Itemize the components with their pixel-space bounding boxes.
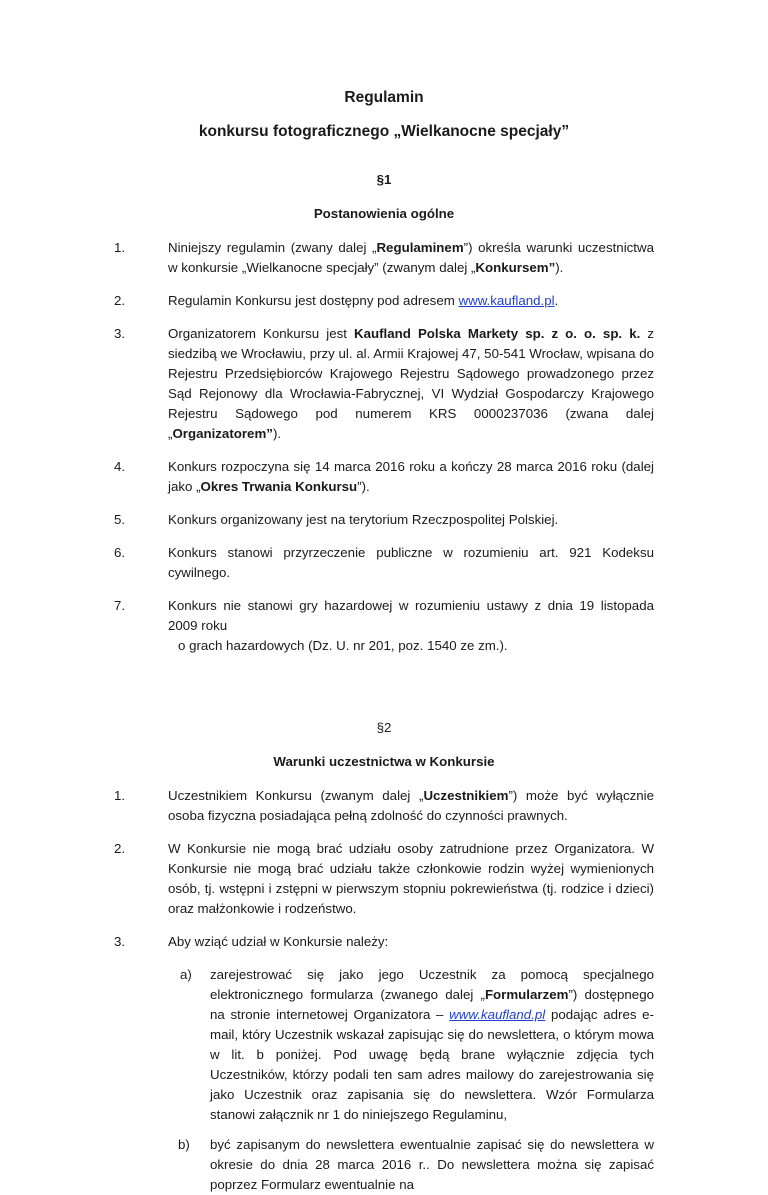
text-segment: . <box>554 293 559 308</box>
text-segment: Konkursem” <box>475 260 556 275</box>
item-text <box>168 932 654 952</box>
list-item <box>114 291 654 311</box>
text-segment: Kaufland Polska Markety sp. z o. o. sp. k. <box>354 326 641 341</box>
item-number: 3. <box>114 934 126 949</box>
text-segment: Konkurs organizowany jest na terytorium Rzeczpospolitej Polskiej. <box>168 512 559 527</box>
section-heading: Warunki uczestnictwa w Konkursie <box>273 754 495 769</box>
text-segment: ). <box>555 260 564 275</box>
list-item <box>114 324 654 444</box>
list-item <box>114 543 654 583</box>
text-segment: Okres Trwania Konkursu <box>200 479 358 494</box>
item-text <box>168 510 654 530</box>
item-number: 1. <box>114 240 126 255</box>
text-segment: Organizatorem” <box>172 426 273 441</box>
text-segment: ). <box>272 426 282 441</box>
sub-list-item <box>168 1135 654 1195</box>
section-heading: Postanowienia ogólne <box>313 206 455 221</box>
item-text <box>168 839 654 919</box>
item-text <box>168 238 654 278</box>
text-segment: ”) dostępnego na stronie internetowej Organizatora – <box>210 987 654 1022</box>
text-segment: zarejestrować się jako jego Uczestnik za pomocą specjalnego elektronicznego formularza (zwanego dalej „ <box>210 967 654 1002</box>
text-segment: Regulamin Konkursu jest dostępny pod adresem <box>168 293 459 308</box>
text-segment: ”) może być wyłącznie osoba fizyczna posiadająca pełną zdolność do czynności prawnych. <box>168 788 654 823</box>
text-segment: ”) określa warunki uczestnictwa w konkursie „Wielkanocne specjały” (zwanym dalej „ <box>168 240 654 275</box>
text-segment: Aby wziąć udział w Konkursie należy: <box>168 934 389 949</box>
sub-item-label: b) <box>178 1137 190 1152</box>
item-text <box>168 457 654 497</box>
text-segment: Uczestnikiem Konkursu (zwanym dalej „ <box>168 788 424 803</box>
item-number: 7. <box>114 598 126 613</box>
text-segment: Formularzem <box>484 987 569 1002</box>
text-segment: Organizatorem Konkursu jest <box>168 326 354 341</box>
text-segment: Niniejszy regulamin (zwany dalej „ <box>168 240 377 255</box>
document-title: Regulamin <box>344 89 424 106</box>
text-segment: Konkurs rozpoczyna się 14 marca 2016 roku a kończy 28 marca 2016 roku (dalej jako „ <box>168 459 654 494</box>
section-number: §2 <box>376 720 392 735</box>
list-item <box>114 238 654 278</box>
sub-item-text <box>210 965 654 1125</box>
item-number: 6. <box>114 545 126 560</box>
text-segment: z siedzibą we Wrocławiu, przy ul. al. Armii Krajowej 47, 50-541 Wrocław, wpisana do Rejestru Przedsiębiorców Krajowego Rejestru Sądowego prowadzonego przez Sąd Rejonowy dla Wrocławia-Fabrycznej, VI Wydział Gospodarczy Krajowego Rejestru Sądowego pod numerem KRS 0000237036 (zwana dalej „ <box>168 326 654 441</box>
item-number: 3. <box>114 326 126 341</box>
item-number: 4. <box>114 459 126 474</box>
kaufland-link[interactable]: www.kaufland.pl <box>458 293 555 308</box>
list-item <box>114 457 654 497</box>
item-text <box>168 291 654 311</box>
item-text <box>168 596 654 656</box>
sub-item-label: a) <box>180 967 192 982</box>
text-segment: podając adres e-mail, który Uczestnik wskazał zapisując się do newslettera, o którym mowa w lit. b poniżej. Pod uwagę będą brane wyłącznie zdjęcia tych Uczestników, którzy podali ten sam adres mailowy do zarejestrowania się jako Uczestnik oraz zapisania się do newslettera. Wzór Formularza stanowi załącznik nr 1 do niniejszego Regulaminu, <box>210 1007 655 1122</box>
document-body <box>114 170 654 1195</box>
item-text <box>168 543 654 583</box>
text-segment: W Konkursie nie mogą brać udziału osoby zatrudnione przez Organizatora. W Konkursie nie mogą brać udziału także członkowie rodzin wyżej wymienionych osób, tj. wstępni i zstępni w pierwszym stopniu pokrewieństwa (tj. rodzice i dzieci) oraz małżonkowie i rodzeństwo. <box>168 841 654 916</box>
text-segment: ”). <box>357 479 370 494</box>
text-segment: Konkurs nie stanowi gry hazardowej w rozumieniu ustawy z dnia 19 listopada 2009 roku <box>168 598 654 633</box>
item-number: 5. <box>114 512 126 527</box>
text-segment: Uczestnikiem <box>423 788 509 803</box>
item-number: 1. <box>114 788 126 803</box>
list-item <box>114 596 654 656</box>
text-segment: Konkurs stanowi przyrzeczenie publiczne w rozumieniu art. 921 Kodeksu cywilnego. <box>168 545 654 580</box>
section-number: §1 <box>376 172 392 187</box>
list-item <box>114 932 654 952</box>
text-segment: Regulaminem <box>376 240 464 255</box>
sub-list-item <box>168 965 654 1125</box>
text-segment: o grach hazardowych (Dz. U. nr 201, poz. 1540 ze zm.). <box>178 638 508 653</box>
item-number: 2. <box>114 293 126 308</box>
document-subtitle: konkursu fotograficznego „Wielkanocne specjały” <box>198 123 570 140</box>
item-number: 2. <box>114 841 126 856</box>
item-text <box>168 324 654 444</box>
sub-item-text <box>210 1135 654 1195</box>
list-item <box>114 786 654 826</box>
list-item <box>114 839 654 919</box>
kaufland-link[interactable]: www.kaufland.pl <box>449 1007 546 1022</box>
list-item <box>114 510 654 530</box>
text-segment: być zapisanym do newslettera ewentualnie zapisać się do newslettera w okresie do dnia 28 marca 2016 r.. Do newslettera można się zapisać poprzez Formularz ewentualnie na <box>210 1137 654 1192</box>
item-text <box>168 786 654 826</box>
